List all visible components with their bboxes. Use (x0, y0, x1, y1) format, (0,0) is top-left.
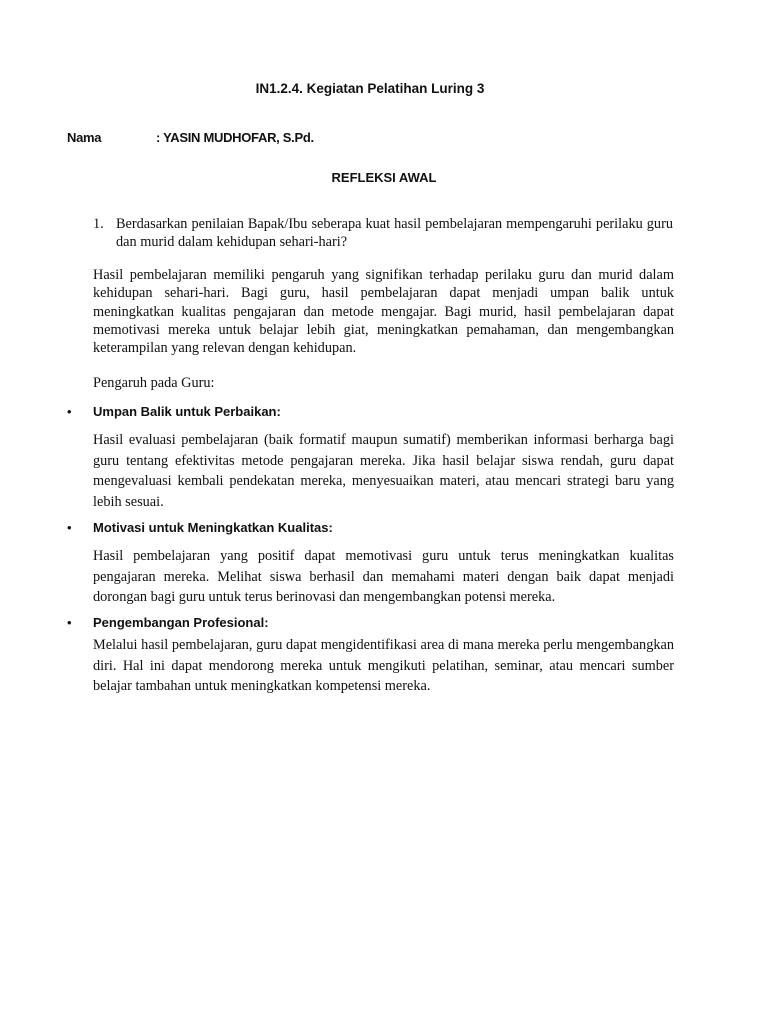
bullet-body: Hasil evaluasi pembelajaran (baik formatif maupun sumatif) memberikan informasi berharga bagi guru tentang efektivitas metode pengajaran mereka. Jika hasil belajar siswa rendah, guru dapat mengevaluasi kembali pendekatan mereka, menyesuaikan materi, atau mencari strategi baru yang lebih sesuai. (93, 432, 674, 510)
bullet-heading: Motivasi untuk Meningkatkan Kualitas: (93, 520, 333, 535)
name-value: : YASIN MUDHOFAR, S.Pd. (156, 130, 314, 145)
question-text: Berdasarkan penilaian Bapak/Ibu seberapa kuat hasil pembelajaran mempengaruhi perilaku guru dan murid dalam kehidupan sehari-hari? (116, 216, 673, 250)
bullet-icon: • (67, 404, 72, 419)
section-title: REFLEKSI AWAL (331, 170, 437, 185)
bullet-body: Hasil pembelajaran yang positif dapat memotivasi guru untuk terus meningkatkan kualitas pengajaran mereka. Melihat siswa berhasil dan memahami materi dengan baik dapat menjadi dorongan bagi guru untuk terus berinovasi dan mengembangkan potensi mereka. (93, 548, 674, 605)
bullet-heading: Pengembangan Profesional: (93, 615, 269, 630)
bullet-heading: Umpan Balik untuk Perbaikan: (93, 404, 281, 419)
question-number: 1. (93, 216, 104, 232)
name-label: Nama (67, 130, 102, 145)
bullet-body: Melalui hasil pembelajaran, guru dapat mengidentifikasi area di mana mereka perlu mengembangkan diri. Hal ini dapat mendorong mereka untuk mengikuti pelatihan, seminar, atau mencari sumber belajar tambahan untuk meningkatkan kompetensi mereka. (93, 637, 674, 694)
bullet-icon: • (67, 615, 72, 630)
bullet-icon: • (67, 520, 72, 535)
question-item (93, 215, 673, 251)
section-label: Pengaruh pada Guru: (93, 375, 215, 391)
document-title: IN1.2.4. Kegiatan Pelatihan Luring 3 (255, 81, 485, 96)
answer-paragraph: Hasil pembelajaran memiliki pengaruh yang signifikan terhadap perilaku guru dan murid dalam kehidupan sehari-hari. Bagi guru, hasil pembelajaran dapat menjadi umpan balik untuk meningkatkan kualitas pengajaran dan metode mengajar. Bagi murid, hasil pembelajaran dapat memotivasi mereka untuk belajar lebih giat, meningkatkan pemahaman, dan mengembangkan keterampilan yang relevan dengan kehidupan. (93, 267, 674, 357)
